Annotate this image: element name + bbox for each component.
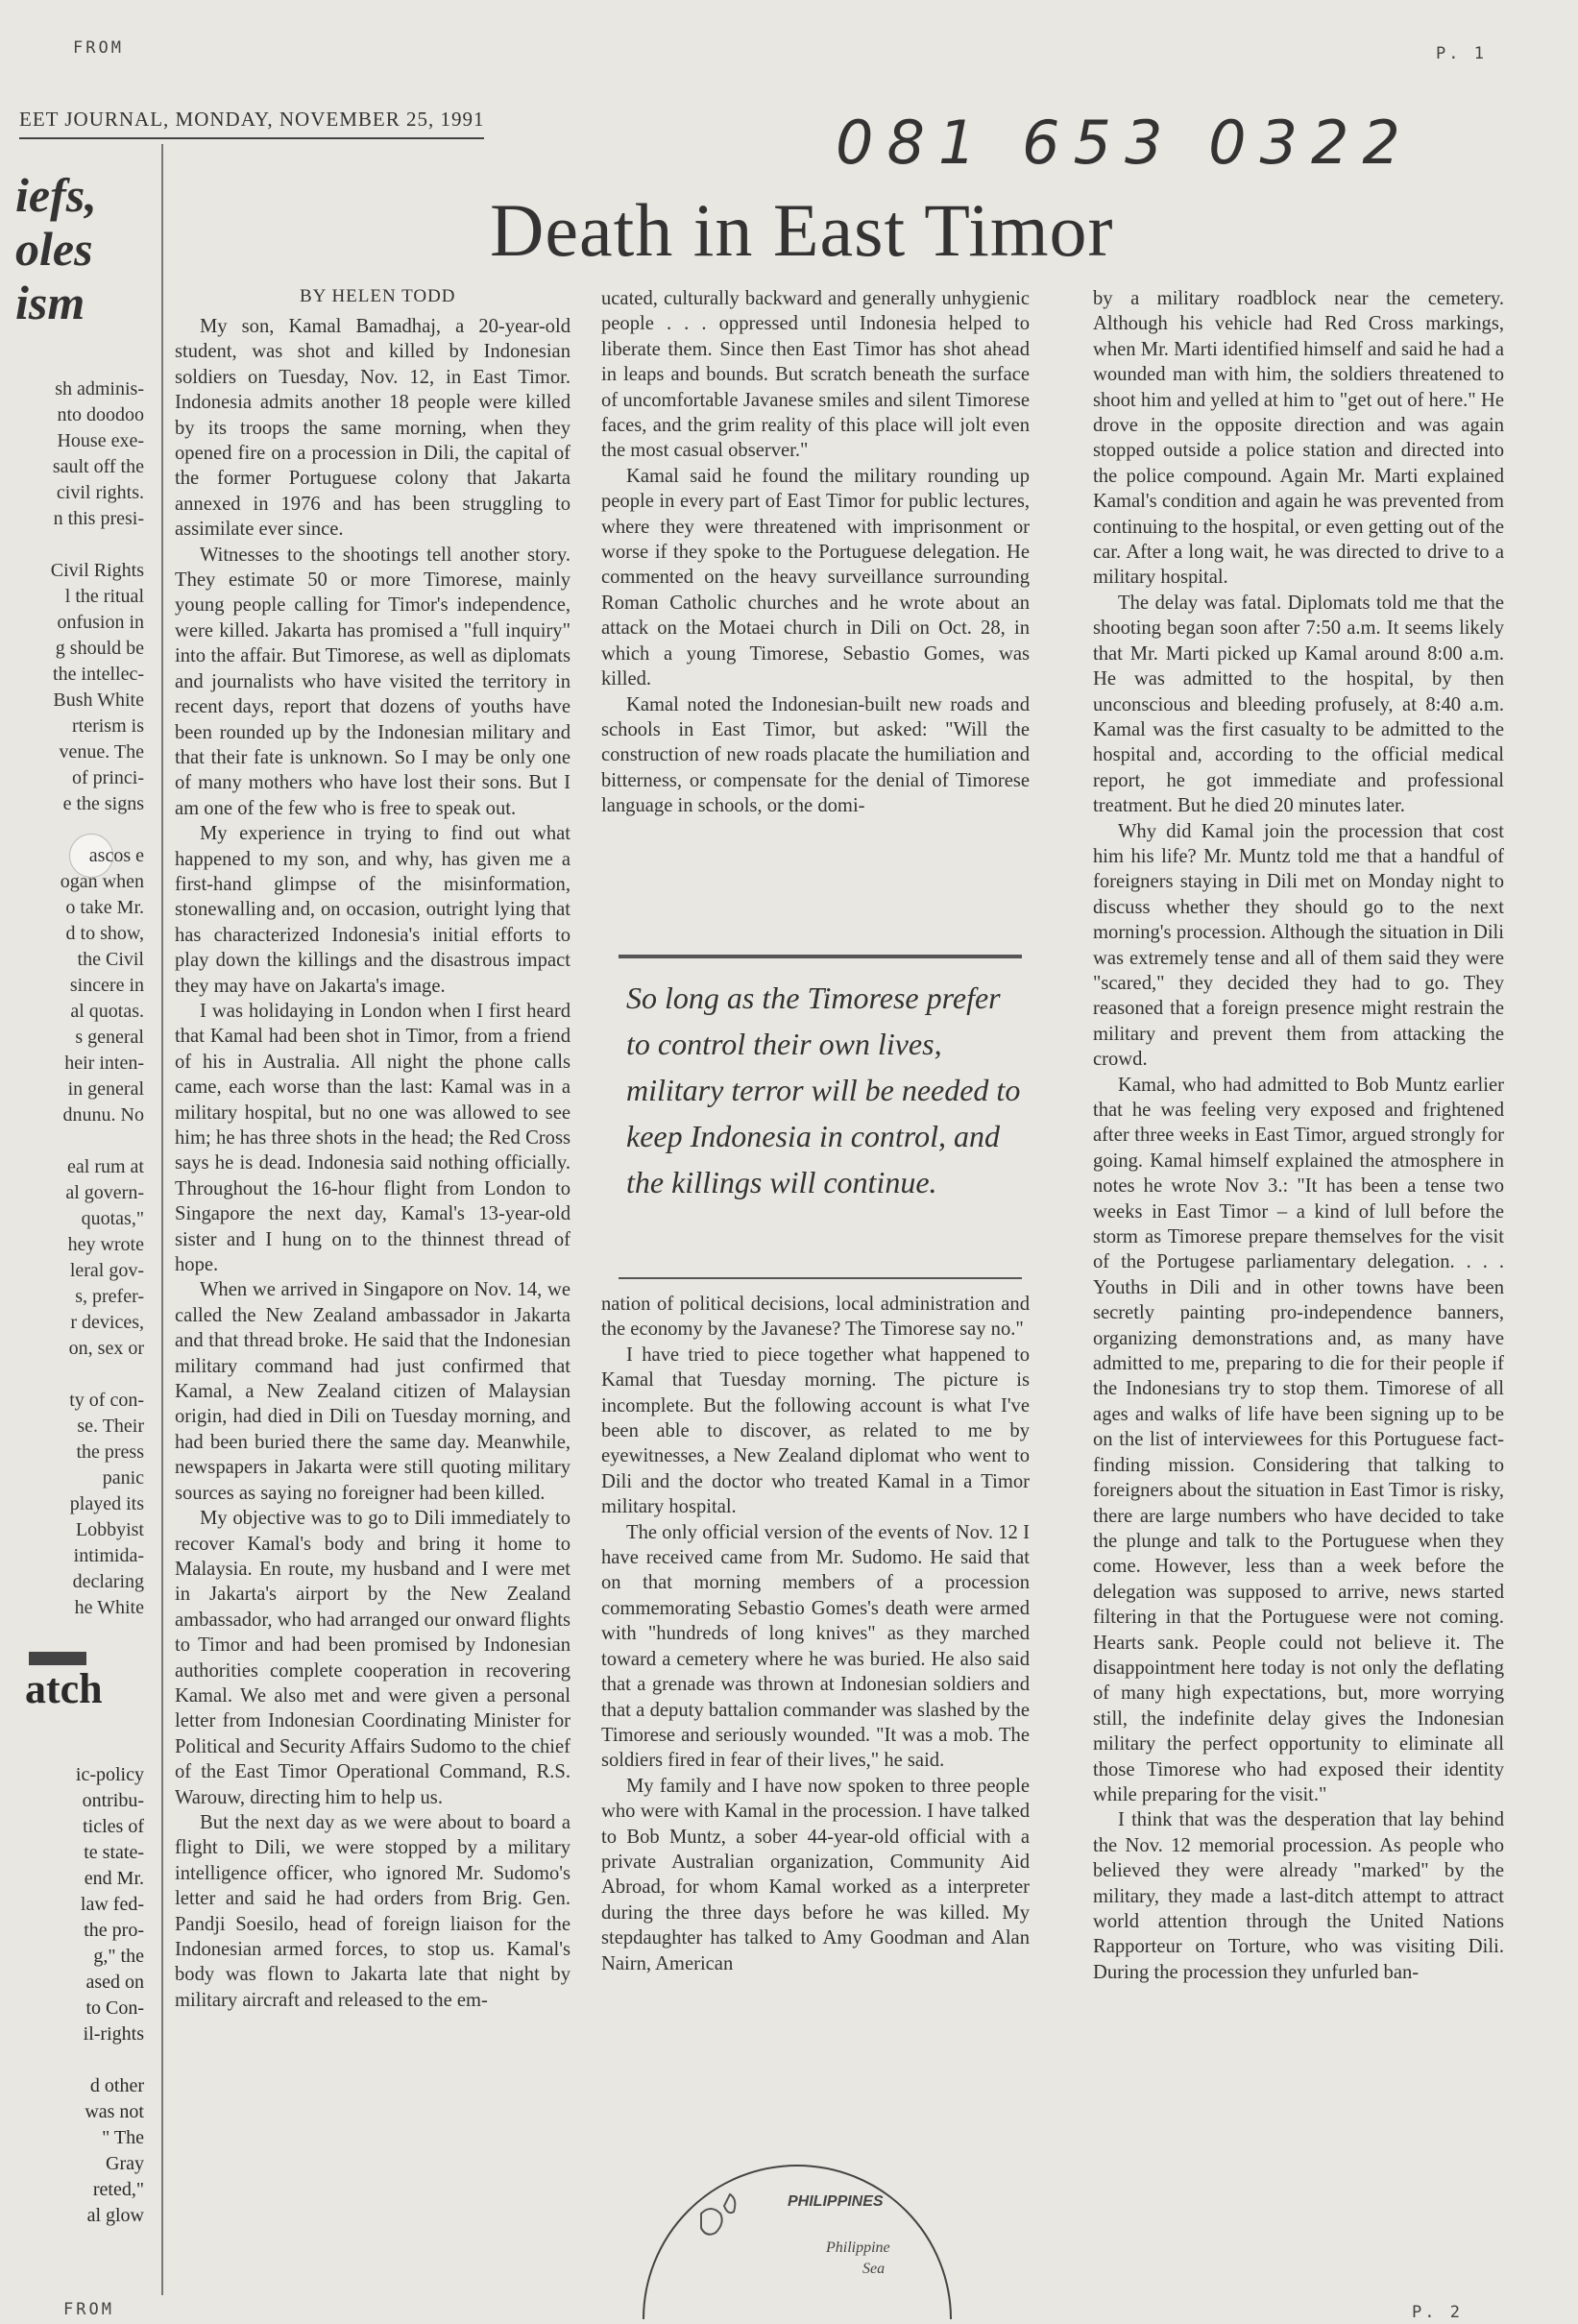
left-column-line: ased on [85, 1972, 144, 1993]
left-column-line: reted," [92, 2179, 144, 2200]
left-column-line: the Civil [77, 949, 144, 970]
map-outline [643, 2166, 951, 2319]
article-paragraph: I was holidaying in London when I first heard that Kamal had been shot in Timor, from a friend of his in Australia. All night the phone calls came, each worse than the last: Kamal was in a military hospital, but no one was allowed to see him; he has three shots in the head; the Red Cross says he is dead. Indonesia said nothing officially. Throughout the 16-hour flight from London to Singapore the next day, Kamal's 13-year-old sister and I hung on to the thinnest thread of hope. [175, 1000, 571, 1276]
article-paragraph: Kamal, who had admitted to Bob Muntz earlier that he was feeling very exposed and frightened after three weeks in East Timor, argued strongly for going. Kamal himself explained the atmosphere in notes he wrote Nov 3.: "It has been a tense two weeks in East Timor – a kind of lull before the storm as Timorese prepare themselves for the visit of the Portugese parliamentary delegation. . . . Youths in Dili and in other towns have been secretly painting pro-independence banners, organizing demonstrations and, as many have admitted to me, preparing to die for their people if the Indonesians try to stop them. Timorese of all ages and walks of life have been signing up to be on the list of interviewees for this Portuguese fact-finding mission. Considering that talking to foreigners about the situation in East Timor is risky, there are large numbers who have decided to take the plunge and talk to the Portuguese when they come. However, less than a week before the delegation was supposed to arrive, news started filtering in that the Portuguese were not coming. Hearts sank. People could not believe it. The disappointment here today is not only the deflating of many high expectations, but, more worrying still, the indefinite delay gives the Indonesian military the perfect opportunity to eliminate all those Timorese who had exposed their identity while preparing for the visit." [1093, 1074, 1504, 1805]
article-paragraph: nation of political decisions, local administration and the economy by the Javanese? The Timorese say no." [601, 1294, 1030, 1341]
article-headline: Death in East Timor [490, 188, 1114, 272]
left-column-line: s, prefer- [75, 1286, 144, 1307]
left-column-line: nto doodoo [57, 404, 144, 425]
left-column-heading: iefs, oles ism [15, 168, 97, 329]
left-column-line: to Con- [85, 1997, 144, 2019]
left-column-line: sh adminis- [55, 378, 144, 399]
left-column-line: ascos e [88, 845, 144, 866]
left-column-line [0, 817, 144, 843]
column-divider [161, 144, 163, 2295]
left-column-line: il-rights [83, 2023, 144, 2045]
left-column-line: he White [74, 1597, 144, 1618]
left-column-line: te state- [84, 1842, 144, 1863]
left-column-line: g," the [93, 1946, 144, 1967]
handwritten-number: 081 653 0322 [836, 108, 1414, 178]
left-column-line: quotas," [81, 1208, 144, 1229]
article-paragraph: When we arrived in Singapore on Nov. 14, we called the New Zealand ambassador in Jakarta and that thread broke. He said that the Indonesian military command had just confirmed that Kamal, a New Zealand citizen of Malaysian origin, had died in Dili on Tuesday morning, and had been buried there the same day. Meanwhile, newspapers in Jakarta were still quoting military sources as saying no foreigner had been killed. [175, 1279, 571, 1504]
left-column-line: s general [75, 1027, 144, 1048]
article-column-1 [175, 314, 571, 2013]
article-column-2-continued [601, 1292, 1030, 1976]
left-column-line: on, sex or [68, 1338, 144, 1359]
article-paragraph: ucated, culturally backward and generally unhygienic people . . . oppressed until Indonesia helped to liberate them. Since then East Timor has shot ahead in leaps and bounds. But scratch beneath the surface of uncomfortable Javanese smiles and silent Timorese faces, and the grim reality of this place will jolt even the most casual observer." [601, 288, 1030, 462]
left-column-line: House exe- [57, 430, 144, 451]
left-column-line: g should be [55, 638, 144, 659]
left-column-line: law fed- [80, 1894, 144, 1915]
left-column-line: ic-policy [75, 1764, 144, 1785]
left-column-line: ontribu- [82, 1790, 144, 1811]
article-byline: BY HELEN TODD [300, 286, 456, 306]
left-column-text [0, 376, 144, 1621]
article-paragraph: Why did Kamal join the procession that cost him his life? Mr. Muntz told me that a handful of foreigners staying in Dili met on Monday night to discuss whether they should go to the next morning's procession. Although the situation in Dili was extremely tense and all of them said they were "scared," they decided they had to go. They reasoned that a foreign presence might restrain the military and prevent them from attacking the crowd. [1093, 820, 1504, 1071]
fax-header-from: FROM [73, 38, 124, 58]
map-graphic [634, 2156, 960, 2324]
left-column-line: was not [85, 2101, 144, 2122]
left-column-line: the press [76, 1441, 144, 1463]
left-column-line: eal rum at [67, 1156, 144, 1177]
left-column-line: e the signs [62, 793, 144, 814]
pull-quote: So long as the Timorese prefer to control their own lives, military terror will be needed to keep Indonesia in control, and the killings will continue. [626, 980, 1021, 1199]
left-column-line: al quotas. [70, 1001, 144, 1022]
left-column-line: r devices, [70, 1312, 144, 1333]
article-column-2 [601, 286, 1030, 819]
left-column-line: played its [69, 1493, 144, 1514]
left-column-line: Gray [106, 2153, 144, 2174]
map-label-philippines: PHILIPPINES [788, 2193, 884, 2210]
left-column-watch: atch [10, 1652, 144, 1713]
left-column-line: Lobbyist [75, 1519, 144, 1540]
fax-header-page: P. 1 [1436, 44, 1487, 63]
article-paragraph: The only official version of the events of Nov. 12 I have received came from Mr. Sudomo. He said that on that morning members of a procession commemorating Sebastio Gomes's death were armed with "hundreds of long knives" as they marched toward a cemetery where he was buried. He also said that a grenade was thrown at Indonesian soldiers and that a deputy battalion commander was slashed by the Timorese and seriously wounded. "It was a mob. The soldiers fired in fear of their lives," he said. [601, 1521, 1030, 1772]
article-paragraph: by a military roadblock near the cemetery. Although his vehicle had Red Cross markings, when Mr. Marti identified himself and said he had a wounded man with him, the soldiers threatened to shoot him and yelled at him to "get out of here." He drove in the opposite direction and was again stopped outside a police station and directed into the police compound. Again Mr. Marti explained Kamal's condition and again he was prevented from continuing to the hospital, or even getting out of the car. After a long wait, he was directed to drive to a military hospital. [1093, 288, 1504, 589]
left-column-line: d to show, [65, 923, 144, 944]
left-column-line [0, 1128, 144, 1154]
article-paragraph: My objective was to go to Dili immediately to recover Kamal's body and bring it home to Malaysia. En route, my husband and I were met in Jakarta's airport by the New Zealand ambassador, who had arranged our onward flights to Timor and had been promised by Indonesian authorities complete cooperation in recovering Kamal. We also met and were given a personal letter from Indonesian Coordinating Minister for Political and Security Affairs Sudomo to the chief of the East Timor Operational Command, R.S. Warouw, directing him to help us. [175, 1508, 571, 1808]
left-column-line: Bush White [53, 690, 144, 711]
left-column-line [0, 1362, 144, 1388]
article-paragraph: My family and I have now spoken to three people who were with Kamal in the procession. I have talked to Bob Muntz, a sober 44-year-old official with a private Australian organization, Community Aid Abroad, for whom Kamal worked as a interpreter during the three days before he was killed. My stepdaughter has talked to Amy Goodman and Alan Nairn, American [601, 1775, 1030, 1974]
left-column-line [0, 532, 144, 558]
article-paragraph: But the next day as we were about to board a flight to Dili, we were stopped by a military intelligence officer, who ignored Mr. Sudomo's letter and said he had orders from Brig. Gen. Pandji Soesilo, head of foreign liaison for the Indonesian armed forces, to stop us. Kamal's body was flown to Jakarta late that night by military aircraft and released to the em- [175, 1811, 571, 2011]
left-column-line: d other [89, 2075, 144, 2096]
pull-quote-rule-bottom [619, 1277, 1022, 1279]
article-paragraph: Witnesses to the shootings tell another story. They estimate 50 or more Timorese, mainly young people calling for Timor's independence, were killed. Jakarta has promised a "full inquiry" into the affair. But Timorese, as well as diplomats and journalists who have visited the territory in recent days, report that dozens of youths have been rounded up by the Indonesian military and that their fate is unknown. So I may be only one of many mothers who have lost their sons. But I am one of the few who is free to speak out. [175, 544, 571, 819]
left-column-line: leral gov- [69, 1260, 144, 1281]
map-island [701, 2209, 722, 2235]
left-column-line: l the ritual [64, 586, 144, 607]
article-paragraph: Kamal said he found the military rounding up people in every part of East Timor for public lectures, where they were threatened with imprisonment or worse if they spoke to the Portuguese delegation. He commented on the heavy surveillance surrounding Roman Catholic churches and he wrote about an attack on the Motaei church in Dili on Oct. 28, in which a young Timorese, Sebastio Gomes, was killed. [601, 465, 1030, 690]
map-label-sea-2: Sea [862, 2261, 886, 2277]
left-column-line: dnunu. No [62, 1104, 144, 1126]
left-column-line: sault off the [52, 456, 144, 477]
left-column-line: o take Mr. [65, 897, 144, 918]
left-column-line: Civil Rights [50, 560, 144, 581]
left-column-line: se. Their [77, 1416, 144, 1437]
left-column-line: intimida- [73, 1545, 144, 1566]
article-column-3 [1093, 286, 1504, 1985]
left-column-line: al glow [86, 2205, 144, 2226]
left-column-line: hey wrote [67, 1234, 144, 1255]
fax-footer-from: FROM [63, 2300, 114, 2319]
fax-footer-page: P. 2 [1412, 2303, 1463, 2322]
left-column-line: ogan when [60, 871, 144, 892]
left-column-line: in general [67, 1078, 144, 1100]
map-label-sea-1: Philippine [826, 2239, 890, 2256]
left-column-line: ty of con- [69, 1390, 144, 1411]
left-column-line: rterism is [72, 715, 144, 737]
left-column-line: venue. The [59, 741, 144, 763]
article-paragraph: The delay was fatal. Diplomats told me that the shooting began soon after 7:50 a.m. It seems likely that Mr. Marti picked up Kamal around 8:00 a.m. He was admitted to the hospital, by then unconscious and bleeding profusely, at 8:40 a.m. Kamal was the first casualty to be admitted to the hospital and, according to the official medical report, he got immediate and professional treatment. But he died 20 minutes later. [1093, 592, 1504, 817]
article-paragraph: I have tried to piece together what happened to Kamal that Tuesday morning. The picture is incomplete. But the following account is what I've been able to discover, as related to me by eyewitnesses, a New Zealand diplomat who went to Dili and the doctor who treated Kamal in a Timor military hospital. [601, 1344, 1030, 1518]
left-column-line [0, 2047, 144, 2073]
left-column-text-lower [0, 1762, 144, 2229]
newspaper-masthead: EET JOURNAL, MONDAY, NOVEMBER 25, 1991 [19, 108, 484, 139]
left-column-line: heir inten- [64, 1053, 144, 1074]
left-column-line: end Mr. [84, 1868, 144, 1889]
left-column-line: ticles of [83, 1816, 144, 1837]
left-column-line: declaring [72, 1571, 144, 1592]
article-paragraph: My experience in trying to find out what happened to my son, and why, has given me a first-hand glimpse of the misinformation, stonewalling and, on occasion, outright lying that has characterized Indonesia's initial efforts to play down the killings and the disastrous impact they may have on Jakarta's image. [175, 823, 571, 997]
left-column-line: al govern- [65, 1182, 144, 1203]
left-column-line: n this presi- [53, 508, 144, 529]
left-column-line: panic [102, 1467, 144, 1489]
pull-quote-rule-top [619, 955, 1022, 958]
left-column-line: of princi- [72, 767, 144, 788]
left-column-line: onfusion in [57, 612, 144, 633]
left-column-line: civil rights. [56, 482, 144, 503]
left-column-line: the intellec- [53, 664, 144, 685]
left-column-line: sincere in [69, 975, 144, 996]
left-column-line: " The [102, 2127, 144, 2148]
article-paragraph: I think that was the desperation that lay behind the Nov. 12 memorial procession. As people who believed they were already "marked" by the military, they made a last-ditch attempt to attract world attention through the United Nations Rapporteur on Torture, who was visiting Dili. During the procession they unfurled ban- [1093, 1809, 1504, 1983]
article-paragraph: My son, Kamal Bamadhaj, a 20-year-old student, was shot and killed by Indonesian soldiers on Tuesday, Nov. 12, in East Timor. Indonesia admits another 18 people were killed by its troops the same morning, when they opened fire on a procession in Dili, the capital of the former Portuguese colony that Jakarta annexed in 1976 and has been struggling to assimilate ever since. [175, 316, 571, 541]
left-column-line: the pro- [84, 1920, 144, 1941]
article-paragraph: Kamal noted the Indonesian-built new roads and schools in East Timor, but asked: "Will the construction of new roads placate the humiliation and bitterness, or compensate for the denial of Timorese language in schools, or the domi- [601, 693, 1030, 817]
